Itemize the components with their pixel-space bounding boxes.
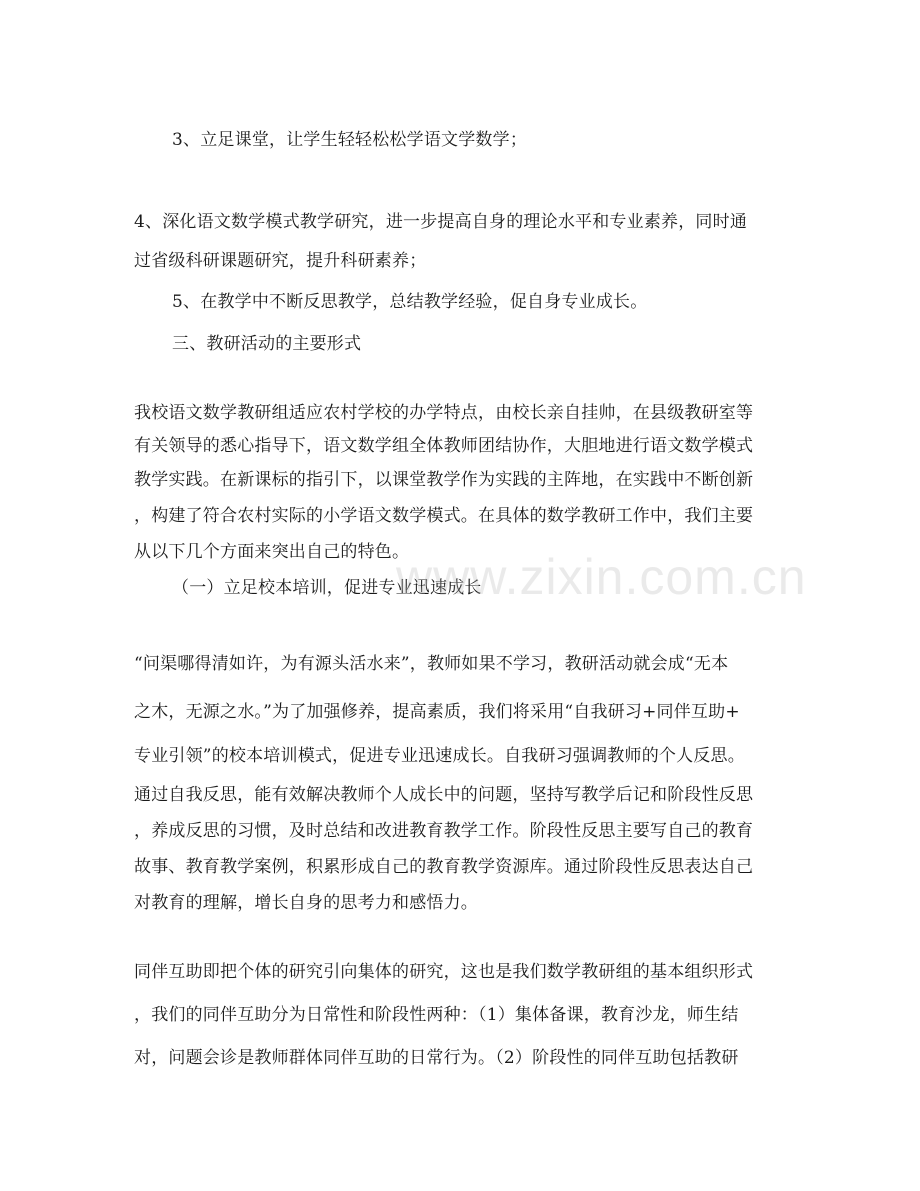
subsection-heading: （一）立足校本培训，促进专业迅速成长 <box>172 578 482 598</box>
text-line: 通过自我反思，能有效解决教师个人成长中的问题，坚持写教学后记和阶段性反思 <box>134 785 754 805</box>
text-line: ，我们的同伴互助分为日常性和阶段性两种：（1）集体备课，教育沙龙，师生结 <box>134 1005 739 1025</box>
watermark: www.zixin.com.cn <box>396 549 807 605</box>
text-line: 过省级科研课题研究，提升科研素养； <box>134 251 427 271</box>
text-line: 教学实践。在新课标的指引下，以课堂教学作为实践的主阵地，在实践中不断创新 <box>134 470 754 490</box>
text-line: 从以下几个方面来突出自己的特色。 <box>134 542 410 562</box>
text-line: 3、立足课堂，让学生轻轻松松学语文学数学； <box>172 130 528 150</box>
text-line: 5、在教学中不断反思教学，总结教学经验，促自身专业成长。 <box>172 292 648 312</box>
text-line: 专业引领”的校本培训模式，促进专业迅速成长。自我研习强调教师的个人反思。 <box>134 746 745 766</box>
section-heading: 三、教研活动的主要形式 <box>172 334 362 354</box>
text-line: 对教育的理解，增长自身的思考力和感悟力。 <box>134 893 478 913</box>
text-line: ，养成反思的习惯，及时总结和改进教育教学工作。阶段性反思主要写自己的教育 <box>134 821 754 841</box>
text-line: 我校语文数学教研组适应农村学校的办学特点，由校长亲自挂帅，在县级教研室等 <box>134 403 754 423</box>
text-line: ，构建了符合农村实际的小学语文数学模式。在具体的数学教研工作中，我们主要 <box>134 506 754 526</box>
text-line: 同伴互助即把个体的研究引向集体的研究，这也是我们数学教研组的基本组织形式 <box>134 962 754 982</box>
text-line: 对，问题会诊是教师群体同伴互助的日常行为。（2）阶段性的同伴互助包括教研 <box>134 1048 739 1068</box>
text-line: “问渠哪得清如许，为有源头活水来”，教师如果不学习，教研活动就会成“无本 <box>134 654 729 674</box>
text-line: 有关领导的悉心指导下，语文数学组全体教师团结协作，大胆地进行语文数学模式 <box>134 436 754 456</box>
text-line: 4、深化语文数学模式教学研究，进一步提高自身的理论水平和专业素养，同时通 <box>134 212 748 232</box>
text-line: 故事、教育教学案例，积累形成自己的教育教学资源库。通过阶段性反思表达自己 <box>134 857 754 877</box>
text-line: 之木，无源之水。”为了加强修养，提高素质，我们将采用“自我研习+同伴互助+ <box>134 702 740 722</box>
